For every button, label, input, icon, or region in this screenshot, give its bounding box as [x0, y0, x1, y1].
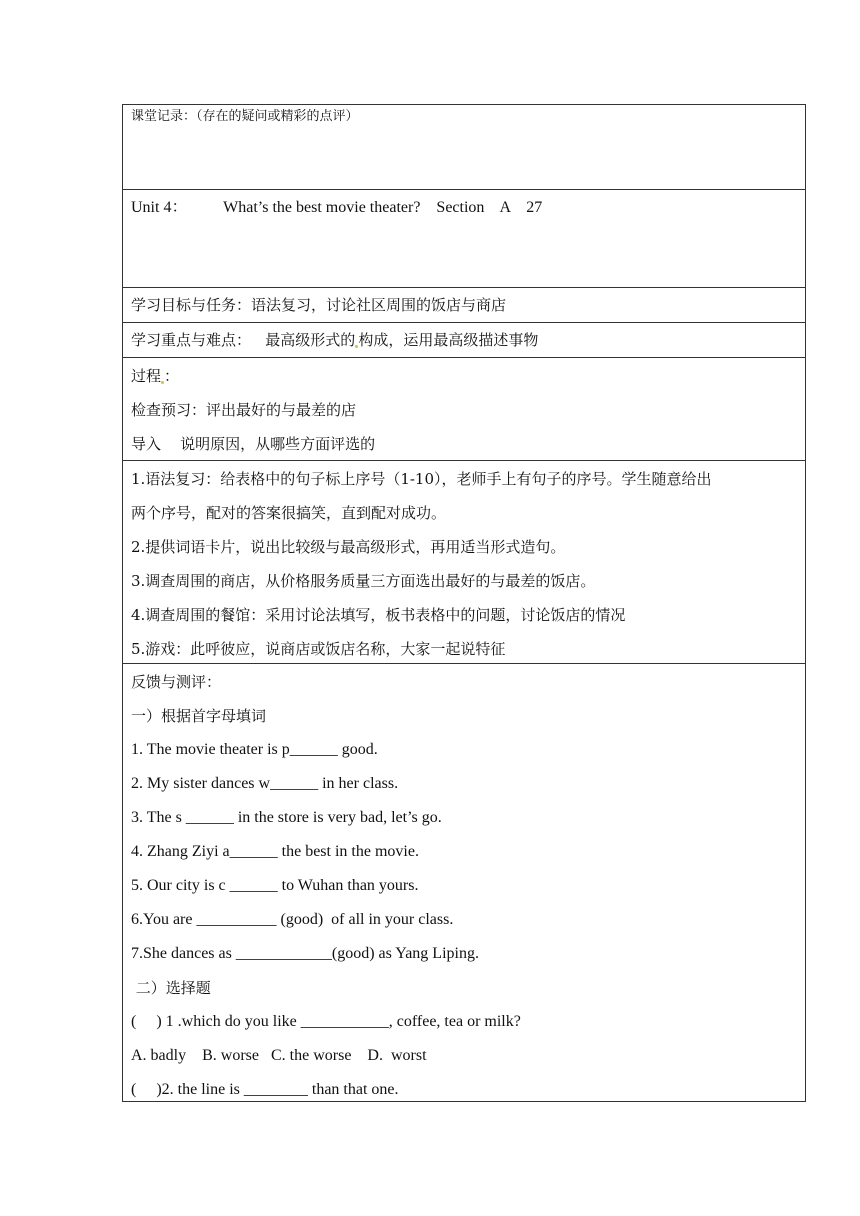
- exercise-item: 3. The s ______ in the store is very bad, let’s go.: [131, 809, 442, 826]
- step-line: 两个序号，配对的答案很搞笑，直到配对成功。: [131, 504, 447, 522]
- choice-item: ( ) 1 .which do you like ___________, coffee, tea or milk?: [131, 1013, 521, 1030]
- class-record-label: 课堂记录：（存在的疑问或精彩的点评）: [131, 109, 359, 124]
- choice-item: ( )2. the line is ________ than that one.: [131, 1081, 399, 1098]
- lead-in-text: 导入 说明原因，从哪些方面评选的: [131, 435, 376, 453]
- part2-title: 二）选择题: [131, 979, 211, 997]
- exercise-item: 5. Our city is c ______ to Wuhan than yours.: [131, 877, 419, 894]
- learning-goal-row: [123, 287, 805, 322]
- feedback-label: 反馈与测评：: [131, 673, 222, 691]
- step-line: 1.语法复习：给表格中的句子标上序号（1-10），老师手上有句子的序号。学生随意给出: [131, 470, 712, 488]
- choice-options: A. badly B. worse C. the worse D. worst: [131, 1047, 427, 1064]
- unit-title: Unit 4： What’s the best movie theater? Section A 27: [131, 199, 543, 216]
- key-points-text: [131, 323, 797, 357]
- lesson-plan-table: [122, 104, 806, 1102]
- step-line: 5.游戏：此呼彼应，说商店或饭店名称，大家一起说特征: [131, 640, 506, 658]
- process-label-text: 过程: [131, 367, 162, 385]
- class-record-row: [123, 105, 805, 189]
- process-label-colon: ：: [164, 367, 180, 385]
- step-line: 4.调查周围的餐馆：采用讨论法填写，板书表格中的问题，讨论饭店的情况: [131, 606, 626, 624]
- exercise-item: 6.You are __________ (good) of all in your class.: [131, 911, 454, 928]
- exercise-item: 7.She dances as ____________(good) as Yang Liping.: [131, 945, 479, 962]
- feedback-row: [123, 663, 805, 1101]
- unit-title-row: [123, 189, 805, 287]
- key-points-text-b: 构成，运用最高级描述事物: [358, 331, 539, 349]
- exercise-item: 4. Zhang Ziyi a______ the best in the movie.: [131, 843, 419, 860]
- exercise-item: 1. The movie theater is p______ good.: [131, 741, 378, 758]
- process-label: [131, 359, 797, 393]
- preview-check-text: 检查预习：评出最好的与最差的店: [131, 401, 357, 419]
- exercise-item: 2. My sister dances w______ in her class.: [131, 775, 399, 792]
- key-points-row: [123, 322, 805, 357]
- learning-goal-text: 学习目标与任务：语法复习，讨论社区周围的饭店与商店: [131, 296, 507, 314]
- steps-row: [123, 460, 805, 663]
- step-line: 2.提供词语卡片，说出比较级与最高级形式，再用适当形式造句。: [131, 538, 566, 556]
- step-line: 3.调查周围的商店，从价格服务质量三方面选出最好的与最差的饭店。: [131, 572, 596, 590]
- process-row: [123, 357, 805, 460]
- part1-title: 一）根据首字母填词: [131, 707, 267, 725]
- key-points-text-a: 学习重点与难点： 最高级形式的: [131, 331, 356, 349]
